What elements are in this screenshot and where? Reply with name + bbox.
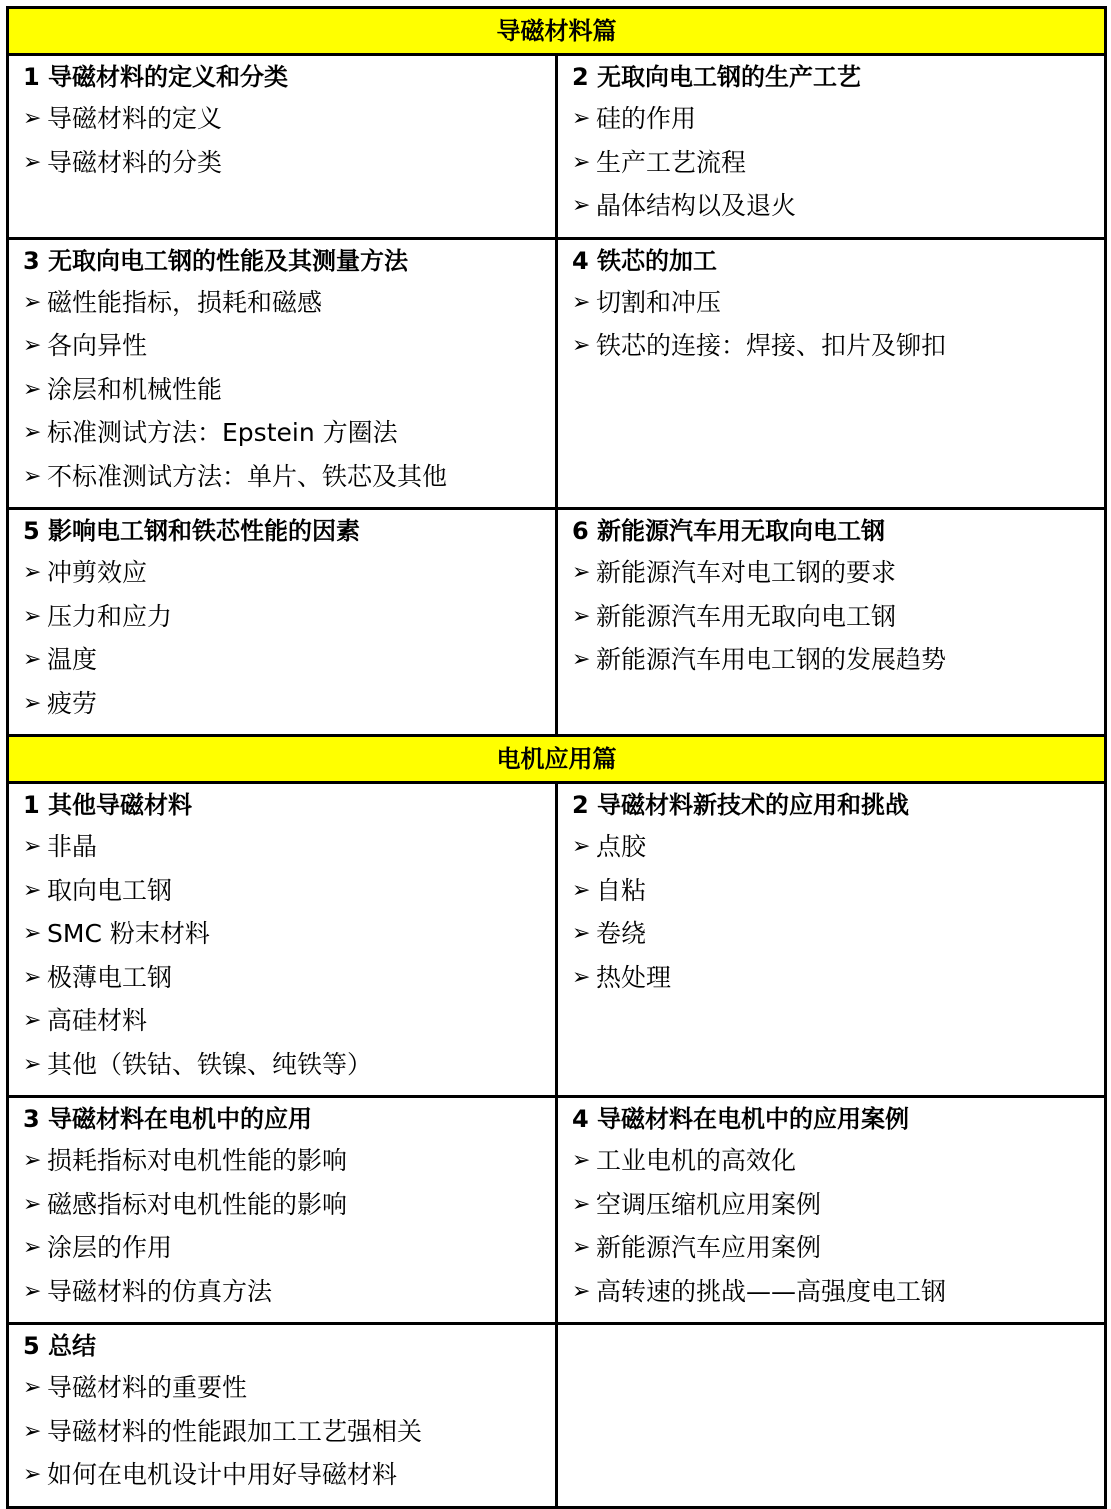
arrow-bullet-icon: ➢: [23, 877, 42, 903]
outline-cell: [557, 238, 1106, 509]
list-item: [23, 1275, 555, 1319]
arrow-bullet-icon: ➢: [23, 333, 42, 358]
list-item-text: 如何在电机设计中用好导磁材料: [47, 1460, 398, 1489]
section-header: 导磁材料篇: [8, 8, 1106, 55]
list-item-text: 自粘: [596, 875, 647, 905]
list-item-text: 新能源汽车应用案例: [596, 1233, 822, 1262]
bullet-list: [23, 1144, 555, 1318]
outline-cell: [8, 1324, 557, 1508]
list-item-text: 涂层和机械性能: [47, 374, 223, 404]
outline-cell: [557, 509, 1106, 736]
list-item: [572, 1275, 1104, 1319]
outline-cell: [557, 1097, 1106, 1324]
cell-title: 5 总结: [23, 1332, 97, 1360]
list-item-text: 各向异性: [47, 331, 148, 360]
bullet-list: [572, 286, 1104, 373]
arrow-bullet-icon: ➢: [23, 420, 42, 445]
list-item: [23, 1231, 555, 1275]
arrow-bullet-icon: ➢: [23, 289, 42, 315]
arrow-bullet-icon: ➢: [572, 106, 591, 131]
bullet-list: [23, 286, 555, 504]
list-item-text: 标准测试方法：Epstein 方圈法: [47, 418, 398, 447]
list-item-text: 高转速的挑战——高强度电工钢: [596, 1276, 947, 1306]
list-item-text: 疲劳: [47, 688, 98, 718]
arrow-bullet-icon: ➢: [23, 1191, 42, 1217]
list-item-text: 导磁材料的重要性: [47, 1373, 248, 1402]
outline-cell: [557, 783, 1106, 1097]
list-item: [23, 643, 555, 687]
outline-cell: [557, 55, 1106, 239]
cell-title: 6 新能源汽车用无取向电工钢: [572, 517, 886, 545]
arrow-bullet-icon: ➢: [572, 964, 591, 990]
list-item-text: 非晶: [47, 832, 98, 861]
bullet-list: [23, 1371, 555, 1502]
list-item: [23, 1371, 555, 1415]
list-item: [23, 102, 555, 146]
list-item: [23, 373, 555, 417]
section-header-row: [8, 8, 1106, 55]
list-item: [23, 874, 555, 918]
arrow-bullet-icon: ➢: [572, 647, 591, 672]
list-item: [23, 556, 555, 600]
list-item-text: 导磁材料的仿真方法: [47, 1276, 273, 1306]
list-item: [23, 1415, 555, 1459]
arrow-bullet-icon: ➢: [23, 1051, 42, 1077]
cell-title: 4 铁芯的加工: [572, 246, 718, 275]
cell-title: 3 导磁材料在电机中的应用: [23, 1105, 313, 1133]
arrow-bullet-icon: ➢: [23, 1235, 42, 1260]
list-item-text: 损耗指标对电机性能的影响: [47, 1146, 348, 1175]
list-item: [23, 600, 555, 644]
list-item: [572, 643, 1104, 687]
cell-title: 1 其他导磁材料: [23, 791, 193, 819]
list-item: [572, 1144, 1104, 1188]
bullet-list: [572, 830, 1104, 1004]
list-item: [572, 917, 1104, 961]
arrow-bullet-icon: ➢: [23, 149, 42, 175]
list-item: [572, 1231, 1104, 1275]
arrow-bullet-icon: ➢: [572, 560, 591, 585]
arrow-bullet-icon: ➢: [23, 834, 42, 859]
outline-row: [8, 1324, 1106, 1508]
list-item: [572, 874, 1104, 918]
arrow-bullet-icon: ➢: [572, 149, 591, 175]
list-item: [572, 556, 1104, 600]
list-item-text: 晶体结构以及退火: [596, 191, 797, 220]
list-item: [572, 830, 1104, 874]
list-item: [23, 1004, 555, 1048]
list-item-text: 新能源汽车用无取向电工钢: [596, 601, 897, 631]
list-item: [572, 286, 1104, 330]
list-item-text: 不标准测试方法：单片、铁芯及其他: [47, 461, 448, 491]
list-item: [572, 600, 1104, 644]
bullet-list: [23, 556, 555, 730]
list-item: [23, 917, 555, 961]
arrow-bullet-icon: ➢: [23, 1462, 42, 1487]
cell-title: 3 无取向电工钢的性能及其测量方法: [23, 246, 409, 275]
list-item-text: 取向电工钢: [47, 875, 173, 905]
arrow-bullet-icon: ➢: [23, 463, 42, 489]
bullet-list: [572, 1144, 1104, 1318]
arrow-bullet-icon: ➢: [572, 193, 591, 218]
list-item-text: 其他（铁钴、铁镍、纯铁等）: [47, 1049, 373, 1079]
arrow-bullet-icon: ➢: [23, 1278, 42, 1304]
arrow-bullet-icon: ➢: [572, 333, 591, 358]
cell-title: 1 导磁材料的定义和分类: [23, 63, 289, 91]
list-item-text: 导磁材料的定义: [47, 104, 223, 133]
list-item: [23, 687, 555, 731]
bullet-list: [23, 830, 555, 1091]
arrow-bullet-icon: ➢: [572, 603, 591, 629]
list-item-text: 点胶: [596, 832, 647, 861]
arrow-bullet-icon: ➢: [23, 376, 42, 402]
arrow-bullet-icon: ➢: [572, 834, 591, 859]
outline-row: [8, 1097, 1106, 1324]
outline-row: [8, 783, 1106, 1097]
outline-row: [8, 55, 1106, 239]
section-header-row: [8, 736, 1106, 783]
arrow-bullet-icon: ➢: [572, 921, 591, 946]
list-item-text: 切割和冲压: [596, 287, 722, 317]
cell-title: 2 导磁材料新技术的应用和挑战: [572, 791, 910, 819]
outline-cell: [8, 1097, 557, 1324]
list-item: [23, 286, 555, 330]
list-item: [572, 329, 1104, 373]
list-item-text: 磁性能指标，损耗和磁感: [47, 287, 323, 317]
outline-cell: [8, 55, 557, 239]
bullet-list: [572, 556, 1104, 687]
list-item: [572, 961, 1104, 1005]
list-item-text: 冲剪效应: [47, 558, 148, 587]
outline-table: [6, 6, 1107, 1509]
arrow-bullet-icon: ➢: [572, 1235, 591, 1260]
list-item-text: 硅的作用: [596, 104, 697, 133]
arrow-bullet-icon: ➢: [23, 106, 42, 131]
outline-row: [8, 509, 1106, 736]
list-item: [23, 416, 555, 460]
arrow-bullet-icon: ➢: [23, 1008, 42, 1033]
outline-document: [6, 6, 1104, 1509]
bullet-list: [572, 102, 1104, 233]
arrow-bullet-icon: ➢: [23, 603, 42, 629]
list-item: [23, 1188, 555, 1232]
list-item: [23, 1144, 555, 1188]
list-item-text: 高硅材料: [47, 1006, 148, 1035]
list-item-text: 温度: [47, 645, 98, 674]
cell-title: 4 导磁材料在电机中的应用案例: [572, 1105, 910, 1133]
empty-cell: [557, 1324, 1106, 1508]
list-item-text: SMC 粉末材料: [47, 919, 210, 948]
list-item: [23, 460, 555, 504]
list-item-text: 导磁材料的分类: [47, 147, 223, 177]
list-item-text: 工业电机的高效化: [596, 1146, 797, 1175]
arrow-bullet-icon: ➢: [23, 921, 42, 946]
cell-title: 2 无取向电工钢的生产工艺: [572, 63, 862, 91]
bullet-list: [23, 102, 555, 189]
arrow-bullet-icon: ➢: [23, 1375, 42, 1400]
section-header: 电机应用篇: [8, 736, 1106, 783]
outline-cell: [8, 783, 557, 1097]
arrow-bullet-icon: ➢: [23, 560, 42, 585]
list-item-text: 新能源汽车用电工钢的发展趋势: [596, 645, 947, 674]
arrow-bullet-icon: ➢: [572, 289, 591, 315]
list-item-text: 涂层的作用: [47, 1233, 173, 1262]
list-item: [23, 830, 555, 874]
outline-cell: [8, 509, 557, 736]
arrow-bullet-icon: ➢: [23, 1148, 42, 1173]
list-item-text: 生产工艺流程: [596, 147, 747, 177]
list-item: [23, 146, 555, 190]
list-item-text: 压力和应力: [47, 601, 173, 631]
list-item-text: 磁感指标对电机性能的影响: [47, 1189, 348, 1219]
list-item: [23, 961, 555, 1005]
list-item: [23, 1048, 555, 1092]
outline-row: [8, 238, 1106, 509]
list-item-text: 热处理: [596, 962, 672, 992]
list-item: [572, 189, 1104, 233]
arrow-bullet-icon: ➢: [23, 964, 42, 990]
list-item-text: 导磁材料的性能跟加工工艺强相关: [47, 1416, 423, 1446]
list-item-text: 空调压缩机应用案例: [596, 1189, 822, 1219]
list-item: [23, 329, 555, 373]
list-item: [572, 1188, 1104, 1232]
list-item-text: 极薄电工钢: [47, 962, 173, 992]
list-item: [572, 146, 1104, 190]
arrow-bullet-icon: ➢: [23, 690, 42, 716]
cell-title: 5 影响电工钢和铁芯性能的因素: [23, 517, 361, 545]
outline-cell: [8, 238, 557, 509]
list-item-text: 新能源汽车对电工钢的要求: [596, 558, 897, 587]
arrow-bullet-icon: ➢: [572, 1191, 591, 1217]
list-item-text: 卷绕: [596, 919, 647, 948]
arrow-bullet-icon: ➢: [23, 1418, 42, 1444]
list-item: [572, 102, 1104, 146]
arrow-bullet-icon: ➢: [572, 1148, 591, 1173]
arrow-bullet-icon: ➢: [572, 877, 591, 903]
list-item-text: 铁芯的连接：焊接、扣片及铆扣: [596, 331, 947, 360]
arrow-bullet-icon: ➢: [23, 647, 42, 672]
arrow-bullet-icon: ➢: [572, 1278, 591, 1304]
